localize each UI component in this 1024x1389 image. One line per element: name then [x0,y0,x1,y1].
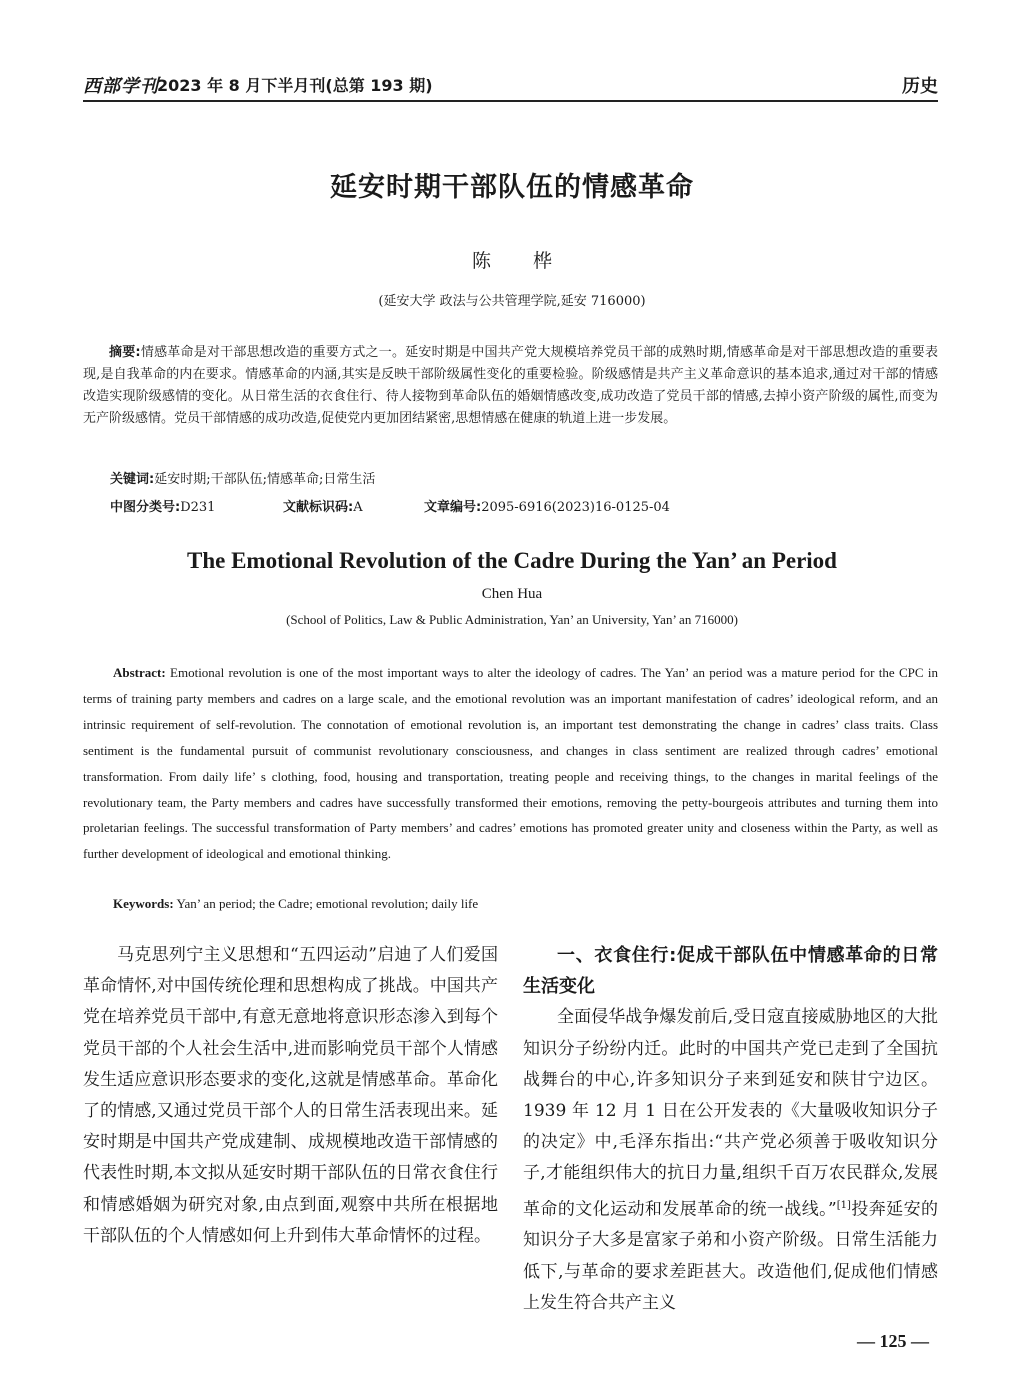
author-name: 陈 桦 [471,250,571,272]
intro-paragraph: 马克思列宁主义思想和“五四运动”启迪了人们爱国革命情怀,对中国传统伦理和思想构成了挑战。中国共产党在培养党员干部中,有意无意地将意识形态渗入到每个党员干部的个人社会生活中,进而影响党员干部个人情感发生适应意识形态要求的变化,这就是情感革命。革命化了的情感,又通过党员干部个人的日常生活表现出来。延安时期是中国共产党成建制、成规模地改造干部情感的代表性时期,本文拟从延安时期干部队伍的日常衣食住行和情感婚姻为研究对象,由点到面,观察中共所在根据地干部队伍的个人情感如何上升到伟大革命情怀的过程。 [83,945,498,1246]
abstract-english [83,660,938,867]
english-author: Chen Hua [481,586,543,602]
keywords-en-text: Yan’ an period; the Cadre; emotional revolution; daily life [176,896,479,911]
section-label: 历史 [902,76,938,97]
keywords-en-label: Keywords: [113,896,174,911]
citation-mark[interactable]: [1] [836,1199,851,1211]
issue-info: 2023 年 8 月下半月刊(总第 193 期) [157,76,433,95]
paper-title: 延安时期干部队伍的情感革命 [330,172,694,203]
keywords-label: 关键词: [110,472,155,487]
page-number: — 125 — [857,1331,929,1351]
abstract-text: 情感革命是对干部思想改造的重要方式之一。延安时期是中国共产党大规模培养党员干部的成熟时期,情感革命是对干部思想改造的重要表现,是自我革命的内在要求。情感革命的内涵,其实是反映干部阶级属性变化的重要检验。阶级感情是共产主义革命意识的基本追求,通过对干部的情感改造实现阶级感情的变化。从日常生活的衣食住行、待人接物到革命队伍的婚姻情感改变,成功改造了党员干部的情感,去掉小资产阶级的属性,而变为无产阶级感情。党员干部情感的成功改造,促使党内更加团结紧密,思想情感在健康的轨道上进一步发展。 [83,345,938,426]
keywords-chinese [110,468,375,487]
english-title: The Emotional Revolution of the Cadre During the Yan’ an Period [187,548,837,573]
document-code: 文献标识码:A [283,500,363,515]
abstract-en-label: Abstract: [113,665,166,680]
keywords-english [113,896,478,912]
article-number: 文章编号:2095-6916(2023)16-0125-04 [424,500,670,515]
abstract-en-text: Emotional revolution is one of the most important ways to alter the ideology of cadres. The Yan’ an period was a mature period for the CPC in terms of training party members and cadres on a large scale, and the emotional revolution was an important manifestation of cadres’ ideological reform, and an intrinsic requirement of self-revolution. The connotation of emotional revolution is, an important test demonstrating the change in cadres’ class traits. Class sentiment is the fundamental pursuit of communist revolutionary consciousness, and changes in class sentiment are realized through cadres’ emotional transformation. From daily life’ s clothing, food, housing and transportation, treating people and receiving things, to the changes in marital feelings of the revolutionary team, the Party members and cadres have successfully transformed their emotions, removing the petty-bourgeois attributes and turning them into proletarian feelings. The successful transformation of Party members’ and cadres’ emotions has promoted greater unity and closeness within the Party, as well as further development of ideological and emotional thinking. [83,665,939,862]
keywords-text: 延安时期;干部队伍;情感革命;日常生活 [154,472,376,487]
section-heading: 一、衣食住行:促成干部队伍中情感革命的日常生活变化 [523,945,938,998]
body-column-left [83,940,498,1252]
author-affiliation: (延安大学 政法与公共管理学院,延安 716000) [378,294,646,309]
english-affiliation: (School of Politics, Law & Public Administration, Yan’ an University, Yan’ an 716000) [286,612,738,627]
abstract-chinese [83,342,938,430]
section-paragraph: 全面侵华战争爆发前后,受日寇直接威胁地区的大批知识分子纷纷内迁。此时的中国共产党已走到了全国抗战舞台的中心,许多知识分子来到延安和陕甘宁边区。1939 年 12 月 1 日在公开发表的《大量吸收知识分子的决定》中,毛泽东指出:“共产党必须善于吸收知识分子,才能组织伟大的抗日力量,组织千百万农民群众,发展革命的文化运动和发展革命的统一战线。”[1]投奔延安的知识分子大多是富家子弟和小资产阶级。日常生活能力低下,与革命的要求差距甚大。改造他们,促成他们情感上发生符合共产主义 [523,1007,938,1313]
page-header [83,70,938,102]
abstract-label: 摘要: [109,345,141,360]
clc-number: 中图分类号:D231 [110,500,216,515]
journal-logo: 西部学刊 [83,76,159,97]
body-column-right [523,940,938,1319]
